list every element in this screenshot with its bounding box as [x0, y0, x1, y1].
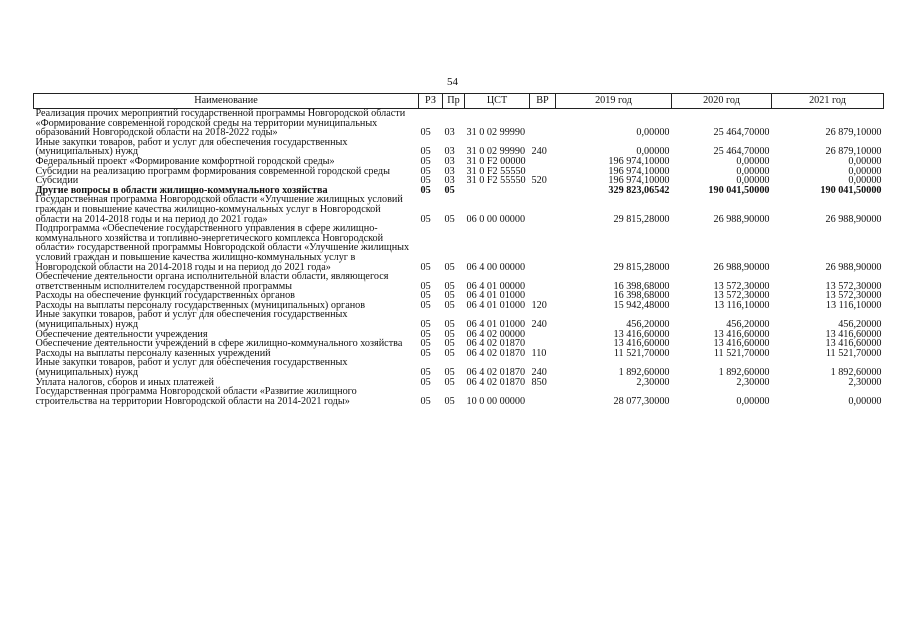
row-value-2021: 11 521,70000: [825, 347, 882, 359]
row-rz: 05: [420, 127, 431, 139]
column-header-pr: Пр: [443, 94, 465, 109]
row-value-2020: 0,00000: [736, 395, 770, 407]
row-pr: 05: [444, 395, 455, 407]
row-name: Расходы на выплаты персоналу казенных учреждений: [35, 347, 271, 359]
row-vr: [530, 272, 556, 291]
row-cst: 31 0 02 99990: [466, 146, 526, 158]
column-header-2021: 2021 год: [772, 94, 884, 109]
row-cst: 10 0 00 00000: [466, 395, 526, 407]
row-rz: 05: [420, 367, 431, 379]
table-row: [34, 138, 884, 157]
row-rz: 05: [420, 395, 431, 407]
row-name: Обеспечение деятельности органа исполнительной власти области, являющегося ответственным исполнителем государственной программы: [35, 271, 389, 292]
row-name: Иные закупки товаров, работ и услуг для обеспечения государственных (муниципальных) нужд: [35, 136, 348, 158]
row-vr: 240: [531, 146, 547, 158]
row-vr: [530, 330, 556, 340]
row-cst: 06 4 00 00000: [466, 261, 526, 273]
row-pr: 05: [444, 347, 455, 359]
row-pr: 05: [444, 367, 455, 379]
table-row: [34, 109, 884, 138]
row-rz: 05: [420, 338, 431, 350]
row-cst: 06 4 02 01870: [466, 338, 526, 350]
budget-table: [33, 93, 884, 406]
row-vr: 110: [531, 347, 547, 359]
row-value-2021: 26 988,90000: [825, 213, 882, 225]
table-row: [34, 224, 884, 272]
row-value-2020: 2,30000: [736, 376, 770, 388]
row-value-2019: 196 974,10000: [608, 175, 670, 187]
row-name: Иные закупки товаров, работ и услуг для обеспечения государственных (муниципальных) нужд: [35, 309, 348, 331]
row-vr: [530, 157, 556, 167]
row-value-2021: 456,20000: [838, 319, 882, 331]
column-header-2019: 2019 год: [556, 94, 672, 109]
page-number: 54: [447, 76, 458, 88]
row-name: Подпрограмма «Обеспечение государственного управления в сфере жилищно-коммунального хозяйства и топливно-энергетического комплекса Новгородской области» государственной программы Новгородской области «Улучшение жилищных условий граждан и повышение качества жилищно-коммунальных услуг в Новгородской области на 2014-2018 годы и на период до 2021 года»: [35, 223, 410, 273]
row-rz: 05: [420, 319, 431, 331]
row-vr: [530, 224, 556, 272]
row-name: Обеспечение деятельности учреждений в сфере жилищно-коммунального хозяйства: [35, 338, 403, 350]
row-value-2019: 1 892,60000: [618, 367, 670, 379]
column-header-rz: РЗ: [419, 94, 443, 109]
row-value-2019: 16 398,68000: [613, 280, 670, 292]
table-row: [34, 358, 884, 377]
row-value-2019: 329 823,06542: [608, 184, 670, 196]
row-pr: 03: [444, 146, 455, 158]
row-rz: 05: [420, 213, 431, 225]
row-rz: 05: [420, 280, 431, 292]
row-value-2020: 13 416,60000: [713, 328, 770, 340]
row-name: Расходы на обеспечение функций государственных органов: [35, 290, 295, 302]
row-rz: 05: [420, 155, 431, 167]
row-value-2020: 1 892,60000: [718, 367, 770, 379]
row-pr: 05: [444, 184, 455, 196]
row-cst: 06 4 02 01870: [466, 376, 526, 388]
row-pr: 03: [444, 155, 455, 167]
row-pr: 05: [444, 376, 455, 388]
row-value-2020: 11 521,70000: [713, 347, 770, 359]
row-name: Субсидии: [35, 175, 79, 187]
row-rz: 05: [420, 146, 431, 158]
row-value-2021: 1 892,60000: [830, 367, 882, 379]
row-value-2020: 0,00000: [736, 155, 770, 167]
row-pr: 05: [444, 290, 455, 302]
row-pr: 05: [444, 261, 455, 273]
table-row: [34, 272, 884, 291]
row-value-2021: 13 416,60000: [825, 328, 882, 340]
row-value-2019: 0,00000: [636, 146, 670, 158]
row-rz: 05: [420, 328, 431, 340]
row-value-2020: 190 041,50000: [708, 184, 770, 196]
column-header-vr: ВР: [530, 94, 556, 109]
row-value-2020: 13 116,10000: [713, 299, 770, 311]
row-cst: 06 0 00 00000: [466, 213, 526, 225]
row-value-2019: 13 416,60000: [613, 328, 670, 340]
row-value-2021: 26 879,10000: [825, 146, 882, 158]
row-pr: 05: [444, 328, 455, 340]
row-value-2019: 13 416,60000: [613, 338, 670, 350]
row-value-2021: 0,00000: [848, 175, 882, 187]
row-rz: 05: [420, 299, 431, 311]
row-value-2020: 13 416,60000: [713, 338, 770, 350]
row-value-2021: 13 416,60000: [825, 338, 882, 350]
row-vr: 850: [531, 376, 547, 388]
row-vr: [530, 195, 556, 224]
row-rz: 05: [420, 175, 431, 187]
row-value-2019: 0,00000: [636, 127, 670, 139]
row-value-2020: 25 464,70000: [713, 146, 770, 158]
row-rz: 05: [420, 290, 431, 302]
row-value-2021: 0,00000: [848, 155, 882, 167]
row-value-2020: 13 572,30000: [713, 290, 770, 302]
row-cst: [465, 186, 530, 196]
row-value-2020: 0,00000: [736, 165, 770, 177]
row-value-2021: 26 988,90000: [825, 261, 882, 273]
row-value-2021: 26 879,10000: [825, 127, 882, 139]
row-value-2019: 28 077,30000: [613, 395, 670, 407]
row-value-2019: 2,30000: [636, 376, 670, 388]
row-name: Государственная программа Новгородской области «Улучшение жилищных условий граждан и повышение качества жилищно-коммунальных услуг в Новгородской области на 2014-2018 годы и на период до 2021 года»: [35, 194, 403, 225]
row-name: Другие вопросы в области жилищно-коммунального хозяйства: [35, 184, 328, 196]
row-value-2021: 190 041,50000: [820, 184, 882, 196]
row-pr: 03: [444, 175, 455, 187]
row-cst: 06 4 01 01000: [466, 290, 526, 302]
row-value-2021: 13 116,10000: [825, 299, 882, 311]
table-row: [34, 387, 884, 406]
row-cst: 06 4 01 01000: [466, 299, 526, 311]
table-row: [34, 195, 884, 224]
row-name: Государственная программа Новгородской области «Развитие жилищного строительства на территории Новгородской области на 2014-2021 годы»: [35, 386, 357, 407]
row-name: Уплата налогов, сборов и иных платежей: [35, 376, 214, 388]
row-value-2020: 13 572,30000: [713, 280, 770, 292]
row-value-2021: 0,00000: [848, 165, 882, 177]
row-rz: 05: [420, 347, 431, 359]
row-value-2021: 13 572,30000: [825, 290, 882, 302]
row-cst: 06 4 02 01870: [466, 347, 526, 359]
row-value-2019: 456,20000: [626, 319, 670, 331]
row-pr: 05: [444, 319, 455, 331]
row-rz: 05: [420, 184, 431, 196]
row-name: Федеральный проект «Формирование комфортной городской среды»: [35, 155, 335, 167]
row-value-2020: 26 988,90000: [713, 261, 770, 273]
row-cst: 31 0 F2 00000: [466, 155, 526, 167]
row-value-2019: 29 815,28000: [613, 213, 670, 225]
row-pr: 05: [444, 213, 455, 225]
row-name: Расходы на выплаты персоналу государственных (муниципальных) органов: [35, 299, 366, 311]
row-value-2020: 0,00000: [736, 175, 770, 187]
row-pr: 05: [444, 299, 455, 311]
row-value-2020: 25 464,70000: [713, 127, 770, 139]
row-name: Реализация прочих мероприятий государственной программы Новгородской области «Формирование современной городской среды на территории муниципальных образований Новгородской области на 2018-2022 годы»: [35, 108, 406, 139]
row-cst: 31 0 F2 55550: [466, 175, 526, 187]
row-vr: [530, 109, 556, 138]
row-vr: 240: [531, 367, 547, 379]
row-name: Иные закупки товаров, работ и услуг для обеспечения государственных (муниципальных) нужд: [35, 357, 348, 379]
column-header-cst: ЦСТ: [465, 94, 530, 109]
row-cst: 06 4 01 00000: [466, 280, 526, 292]
row-vr: [530, 186, 556, 196]
table-header: [34, 94, 884, 109]
header-row: [34, 94, 884, 109]
row-cst: 06 4 02 01870: [466, 367, 526, 379]
row-value-2019: 196 974,10000: [608, 155, 670, 167]
row-value-2019: 16 398,68000: [613, 290, 670, 302]
row-value-2021: 2,30000: [848, 376, 882, 388]
row-value-2019: 196 974,10000: [608, 165, 670, 177]
row-cst: 06 4 02 00000: [466, 328, 526, 340]
row-cst: 31 0 F2 55550: [466, 165, 526, 177]
row-pr: 05: [444, 338, 455, 350]
row-value-2019: 15 942,48000: [613, 299, 670, 311]
row-rz: 05: [420, 261, 431, 273]
row-value-2019: 11 521,70000: [613, 347, 670, 359]
table-body: [34, 109, 884, 407]
row-cst: 31 0 02 99990: [466, 127, 526, 139]
row-cst: 06 4 01 01000: [466, 319, 526, 331]
row-pr: 03: [444, 127, 455, 139]
row-vr: 240: [531, 319, 547, 331]
row-rz: 05: [420, 376, 431, 388]
row-pr: 03: [444, 165, 455, 177]
row-value-2019: 29 815,28000: [613, 261, 670, 273]
row-name: Обеспечение деятельности учреждения: [35, 328, 208, 340]
table-row: [34, 310, 884, 329]
column-header-name: Наименование: [34, 94, 419, 109]
row-vr: 520: [531, 175, 547, 187]
row-vr: [530, 387, 556, 406]
row-rz: 05: [420, 165, 431, 177]
row-value-2020: 26 988,90000: [713, 213, 770, 225]
row-vr: 120: [531, 299, 547, 311]
column-header-2020: 2020 год: [672, 94, 772, 109]
row-pr: 05: [444, 280, 455, 292]
row-value-2021: 13 572,30000: [825, 280, 882, 292]
row-value-2021: 0,00000: [848, 395, 882, 407]
row-name: Субсидии на реализацию программ формирования современной городской среды: [35, 165, 390, 177]
row-value-2020: 456,20000: [726, 319, 770, 331]
